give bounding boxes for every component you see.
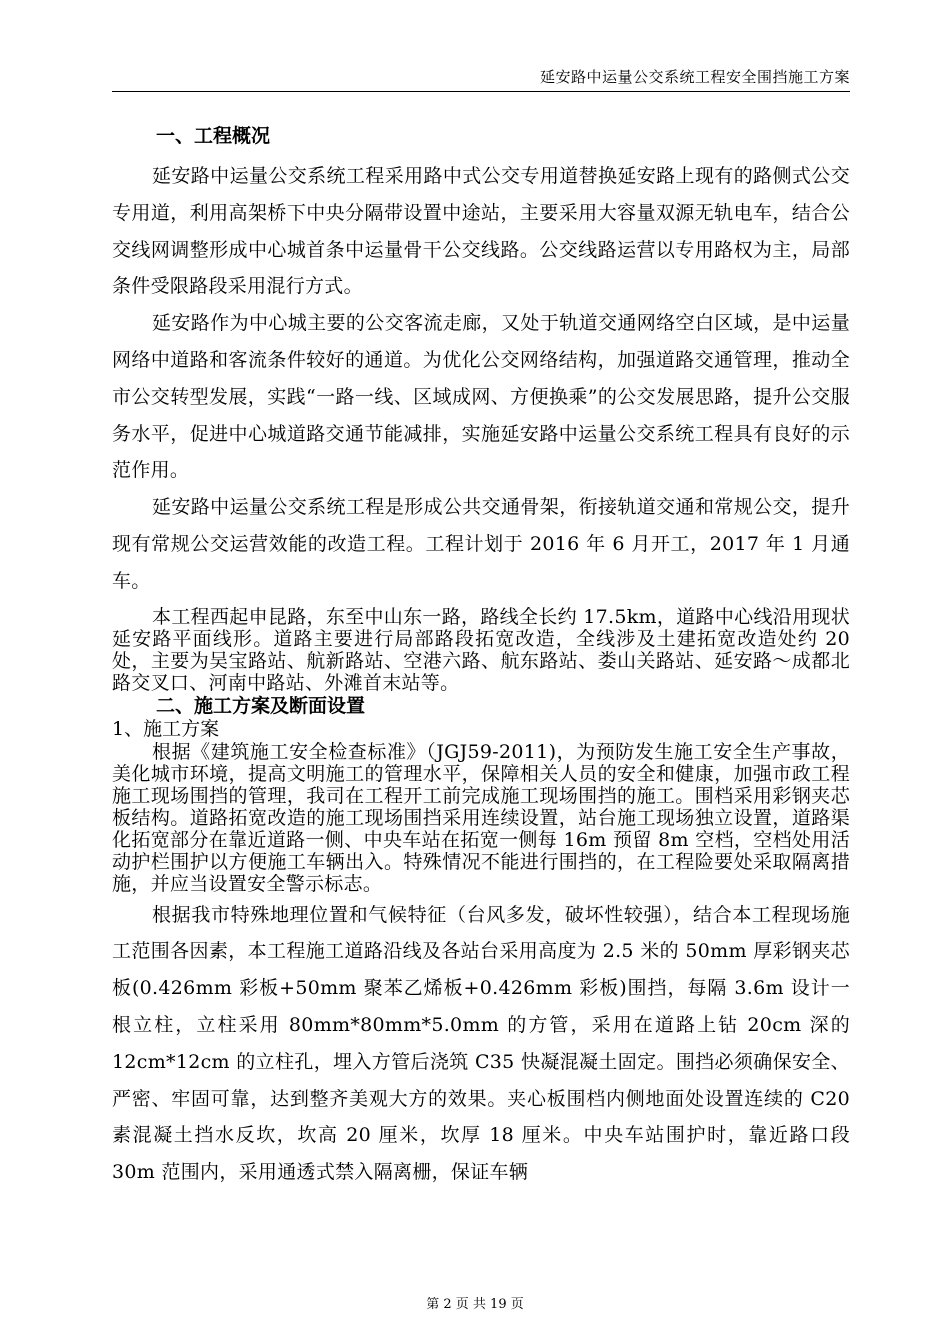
paragraph: 延安路作为中心城主要的公交客流走廊，又处于轨道交通网络空白区域，是中运量网络中道路和客流条件较好的通道。为优化公交网络结构，加强道路交通管理，推动全市公交转型发展，实践“一路一线、区域成网、方便换乘”的公交发展思路，提升公交服务水平，促进中心城道路交通节能减排，实施延安路中运量公交系统工程具有良好的示范作用。 <box>112 312 850 482</box>
document-body <box>112 122 850 1191</box>
paragraph: 本工程西起申昆路，东至中山东一路，路线全长约 17.5km，道路中心线沿用现状延安路平面线形。道路主要进行局部路段拓宽改造，全线涉及土建拓宽改造处约 20 处，主要为吴宝路站、航新路站、空港六路、航东路站、娄山关路站、延安路～成都北路交叉口、河南中路站、外滩首末站等。 <box>112 605 850 694</box>
subsection-heading: 1、施工方案 <box>112 717 220 740</box>
paragraph: 根据《建筑施工安全检查标准》（JGJ59-2011)，为预防发生施工安全生产事故，美化城市环境，提高文明施工的管理水平，保障相关人员的安全和健康，加强市政工程施工现场围挡的管理，我司在工程开工前完成施工现场围挡的施工。围档采用彩钢夹芯板结构。道路拓宽改造的施工现场围挡采用连续设置，站台施工现场独立设置，道路渠化拓宽部分在靠近道路一侧、中央车站在拓宽一侧每 16m 预留 8m 空档，空档处用活动护栏围护以方便施工车辆出入。特殊情况不能进行围挡的，在工程险要处采取隔离措施，并应当设置安全警示标志。 <box>112 740 850 895</box>
section-heading-overview: 一、工程概况 <box>156 125 271 147</box>
header-divider <box>112 91 850 92</box>
page-number: 第 2 页 共 19 页 <box>426 1297 524 1312</box>
paragraph: 延安路中运量公交系统工程是形成公共交通骨架，衔接轨道交通和常规公交，提升现有常规公交运营效能的改造工程。工程计划于 2016 年 6 月开工，2017 年 1 月通车。 <box>112 496 850 592</box>
paragraph: 根据我市特殊地理位置和气候特征（台风多发，破坏性较强），结合本工程现场施工范围各因素，本工程施工道路沿线及各站台采用高度为 2.5 米的 50mm 厚彩钢夹芯板(0.426mm 彩板+50mm 聚苯乙烯板+0.426mm 彩板)围挡，每隔 3.6m 设计一根立柱，立柱采用 80mm*80mm*5.0mm 的方管，采用在道路上钻 20cm 深的 12cm*12cm 的立柱孔，埋入方管后浇筑 C35 快凝混凝土固定。围挡必须确保安全、严密、牢固可靠，达到整齐美观大方的效果。夹心板围档内侧地面处设置连续的 C20 素混凝土挡水反坎，坎高 20 厘米，坎厚 18 厘米。中央车站围护时，靠近路口段 30m 范围内，采用通透式禁入隔离栅，保证车辆 <box>112 903 850 1184</box>
page-header-title: 延安路中运量公交系统工程安全围挡施工方案 <box>539 68 850 86</box>
section-heading-construction-plan: 二、施工方案及断面设置 <box>156 694 366 717</box>
paragraph: 延安路中运量公交系统工程采用路中式公交专用道替换延安路上现有的路侧式公交专用道，利用高架桥下中央分隔带设置中途站，主要采用大容量双源无轨电车，结合公交线网调整形成中心城首条中运量骨干公交线路。公交线路运营以专用路权为主，局部条件受限路段采用混行方式。 <box>112 165 850 298</box>
